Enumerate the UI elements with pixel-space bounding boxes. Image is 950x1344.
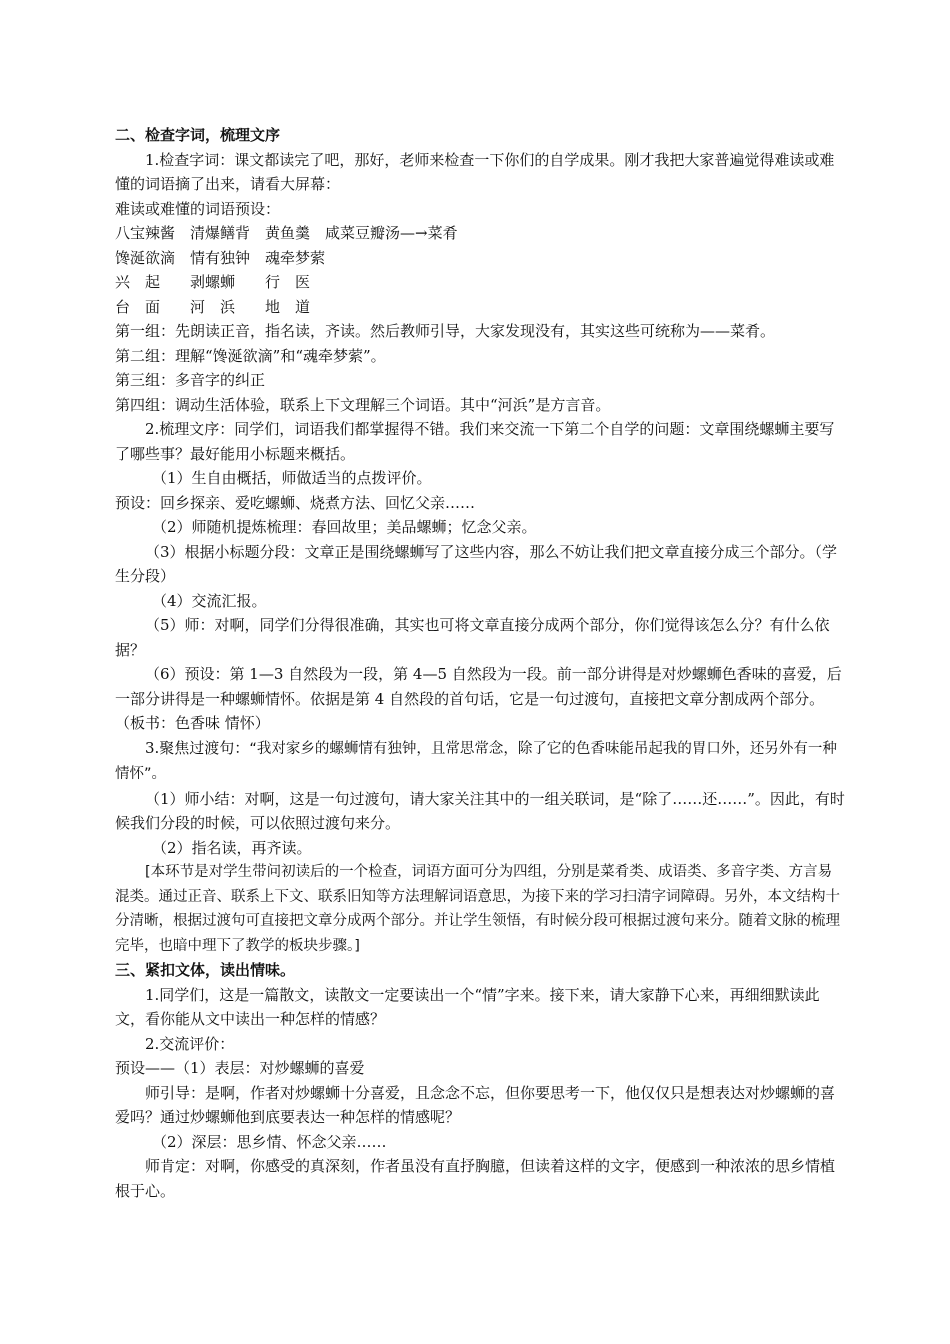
paragraph: 预设——（1）表层：对炒螺蛳的喜爱 <box>115 1059 365 1077</box>
paragraph <box>115 736 845 787</box>
paragraph: 预设：回乡探亲、爱吃螺蛳、烧煮方法、回忆父亲…… <box>115 493 476 512</box>
section-heading-2: 二、检查字词，梳理文序 <box>115 126 281 144</box>
paragraph: （3）根据小标题分段：文章正是围绕螺蛳写了这些内容，那么不妨让我们把文章直接分成三个部分。（学生分段） <box>115 542 838 585</box>
paragraph: （1）生自由概括，师做适当的点拨评价。 <box>152 469 432 487</box>
paragraph-lead: 3.聚焦过渡句： <box>145 738 250 757</box>
word-list-row: 兴 起 剥螺蛳 行 医 <box>115 273 311 291</box>
word-list-row: 台 面 河 浜 地 道 <box>115 297 311 316</box>
group-item: 第一组：先朗读正音，指名读，齐读。然后教师引导，大家发现没有，其实这些可统称为——菜肴。 <box>115 322 776 340</box>
transition-sentence-quote: “我对家乡的螺蛳情有独钟，且常思常念，除了它的色香味能吊起我的胃口外，还另外有一种情怀”。 <box>115 740 837 782</box>
paragraph: （2）师随机提炼梳理：春回故里；美品螺蛳；忆念父亲。 <box>152 518 537 536</box>
paragraph: 师肯定：对啊，你感受的真深刻，作者虽没有直抒胸臆，但读着这样的文字，便感到一种浓浓的思乡情植根于心。 <box>115 1157 836 1200</box>
paragraph: 1.检查字词：课文都读完了吧，那好，老师来检查一下你们的自学成果。刚才我把大家普遍觉得难读或难懂的词语摘了出来，请看大屏幕： <box>115 150 835 193</box>
paragraph: 难读或难懂的词语预设： <box>115 199 281 218</box>
paragraph: 2.交流评价： <box>145 1034 235 1053</box>
paragraph: （6）预设：第 1—3 自然段为一段，第 4—5 自然段为一段。前一部分讲得是对炒螺蛳色香味的喜爱，后一部分讲得是一种螺蛳情怀。依据是第 4 自然段的首句话，它是一句过渡句，直接把文章分割成两个部分。（板书：色香味 情怀） <box>115 665 842 732</box>
group-item: 第二组：理解“馋涎欲滴”和“魂牵梦萦”。 <box>115 346 386 365</box>
paragraph: （2）指名读，再齐读。 <box>152 838 312 857</box>
paragraph: （2）深层：思乡情、怀念父亲…… <box>152 1132 387 1151</box>
document-body <box>115 123 845 1203</box>
paragraph: （4）交流汇报。 <box>152 591 267 610</box>
teaching-note: [本环节是对学生带问初读后的一个检查，词语方面可分为四组，分别是菜肴类、成语类、多音字类、方言易混类。通过正音、联系上下文、联系旧知等方法理解词语意思，为接下来的学习扫清字词障碍。另外，本文结构十分清晰，根据过渡句可直接把文章分成两个部分。并让学生领悟，有时候分段可根据过渡句来分。随着文脉的梳理完毕，也暗中理下了教学的板块步骤。] <box>115 864 840 954</box>
group-item: 第四组：调动生活体验，联系上下文理解三个词语。其中“河浜”是方言音。 <box>115 395 611 414</box>
paragraph: 2.梳理文序：同学们，词语我们都掌握得不错。我们来交流一下第二个自学的问题：文章围绕螺蛳主要写了哪些事？最好能用小标题来概括。 <box>115 420 835 463</box>
word-list-row: 八宝辣酱 清爆鳝背 黄鱼羹 咸菜豆瓣汤—→菜肴 <box>115 224 458 242</box>
paragraph: （5）师：对啊，同学们分得很准确，其实也可将文章直接分成两个部分，你们觉得该怎么分？有什么依据？ <box>115 616 830 659</box>
paragraph: （1）师小结：对啊，这是一句过渡句，请大家关注其中的一组关联词，是“除了……还……”。因此，有时候我们分段的时候，可以依照过渡句来分。 <box>115 789 845 832</box>
word-list-row: 馋涎欲滴 情有独钟 魂牵梦萦 <box>115 248 326 267</box>
paragraph: 师引导：是啊，作者对炒螺蛳十分喜爱，且念念不忘，但你要思考一下，他仅仅只是想表达对炒螺蛳的喜爱吗？通过炒螺蛳他到底要表达一种怎样的情感呢？ <box>115 1083 836 1126</box>
paragraph: 1.同学们，这是一篇散文，读散文一定要读出一个“情”字来。接下来，请大家静下心来，再细细默读此文，看你能从文中读出一种怎样的情感？ <box>115 985 820 1028</box>
group-item: 第三组：多音字的纠正 <box>115 371 266 389</box>
section-heading-3: 三、紧扣文体，读出情味。 <box>115 961 296 979</box>
